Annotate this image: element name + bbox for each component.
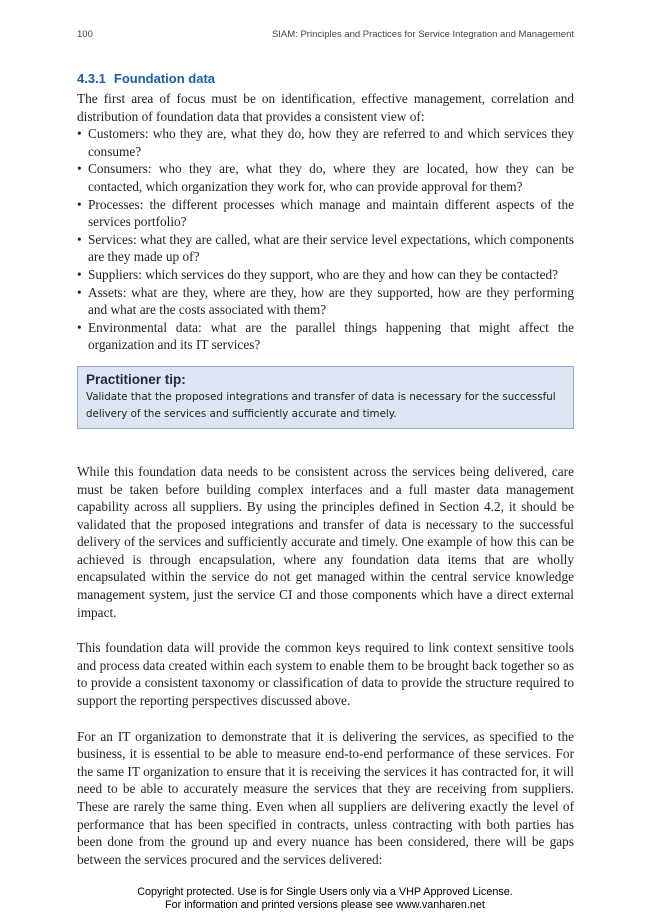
list-item: • Environmental data: what are the parallel things happening that might affect the organization and its IT services? [77, 319, 574, 354]
list-item: • Services: what they are called, what are their service level expectations, which components are they made up of? [77, 231, 574, 266]
practitioner-tip-box [77, 366, 574, 429]
list-item: • Customers: who they are, what they do, how they are referred to and which services they consume? [77, 125, 574, 160]
page-content [77, 70, 574, 868]
footer-line: For information and printed versions please see www.vanharen.net [165, 899, 485, 911]
list-item: • Assets: what are they, where are they, how are they supported, how are they performing and what are the costs associated with them? [77, 284, 574, 319]
tip-text: Validate that the proposed integrations and transfer of data is necessary for the successful delivery of the services and sufficiently accurate and timely. [86, 390, 556, 420]
page-number: 100 [77, 29, 93, 40]
foundation-data-list [77, 125, 574, 354]
running-title: SIAM: Principles and Practices for Service Integration and Management [271, 29, 574, 40]
body-paragraph: For an IT organization to demonstrate that it is delivering the services, as specified to the business, it is essential to be able to measure end-to-end performance of these services. For the same IT organization to ensure that it is receiving the services it has contracted for, it will need to be able to accurately measure the services that they are receiving from suppliers. These are rarely the same thing. Even when all suppliers are delivering exactly the level of performance that has been specified in contracts, unless contracting with both parties has been done from the ground up and every nuance has been considered, there will be gaps between the services procured and the services delivered: [77, 728, 574, 867]
section-heading [77, 70, 574, 87]
intro-paragraph: The first area of focus must be on identification, effective management, correlation and distribution of foundation data that provides a consistent view of: [77, 91, 574, 124]
copyright-footer [0, 886, 650, 912]
list-item: • Consumers: who they are, what they do, where they are located, how they can be contacted, which organization they work for, who can provide approval for them? [77, 160, 574, 195]
body-paragraph: While this foundation data needs to be consistent across the services being delivered, care must be taken before building complex interfaces and a full master data management capability across all suppliers. By using the principles defined in Section 4.2, it should be validated that the proposed integrations and transfer of data is necessary to the successful delivery of the services and sufficiently accurate and timely. One example of how this can be achieved is through encapsulation, where any foundation data items that are wholly encapsulated within the service do not get managed within the central service knowledge management system, just the service CI and those components which have a direct external impact. [77, 463, 574, 620]
body-paragraph: This foundation data will provide the common keys required to link context sensitive tools and process data created within each system to enable them to be brought back together so as to provide a consistent taxonomy or classification of data to provide the structure required to support the reporting perspectives discussed above. [77, 640, 574, 709]
list-item: • Suppliers: which services do they support, who are they and how can they be contacted? [77, 266, 574, 284]
list-item: • Processes: the different processes which manage and maintain different aspects of the services portfolio? [77, 196, 574, 231]
section-title: Foundation data [113, 71, 216, 86]
section-number: 4.3.1 [77, 71, 106, 86]
footer-line: Copyright protected. Use is for Single Users only via a VHP Approved License. [137, 886, 513, 898]
tip-title: Practitioner tip: [86, 371, 186, 387]
